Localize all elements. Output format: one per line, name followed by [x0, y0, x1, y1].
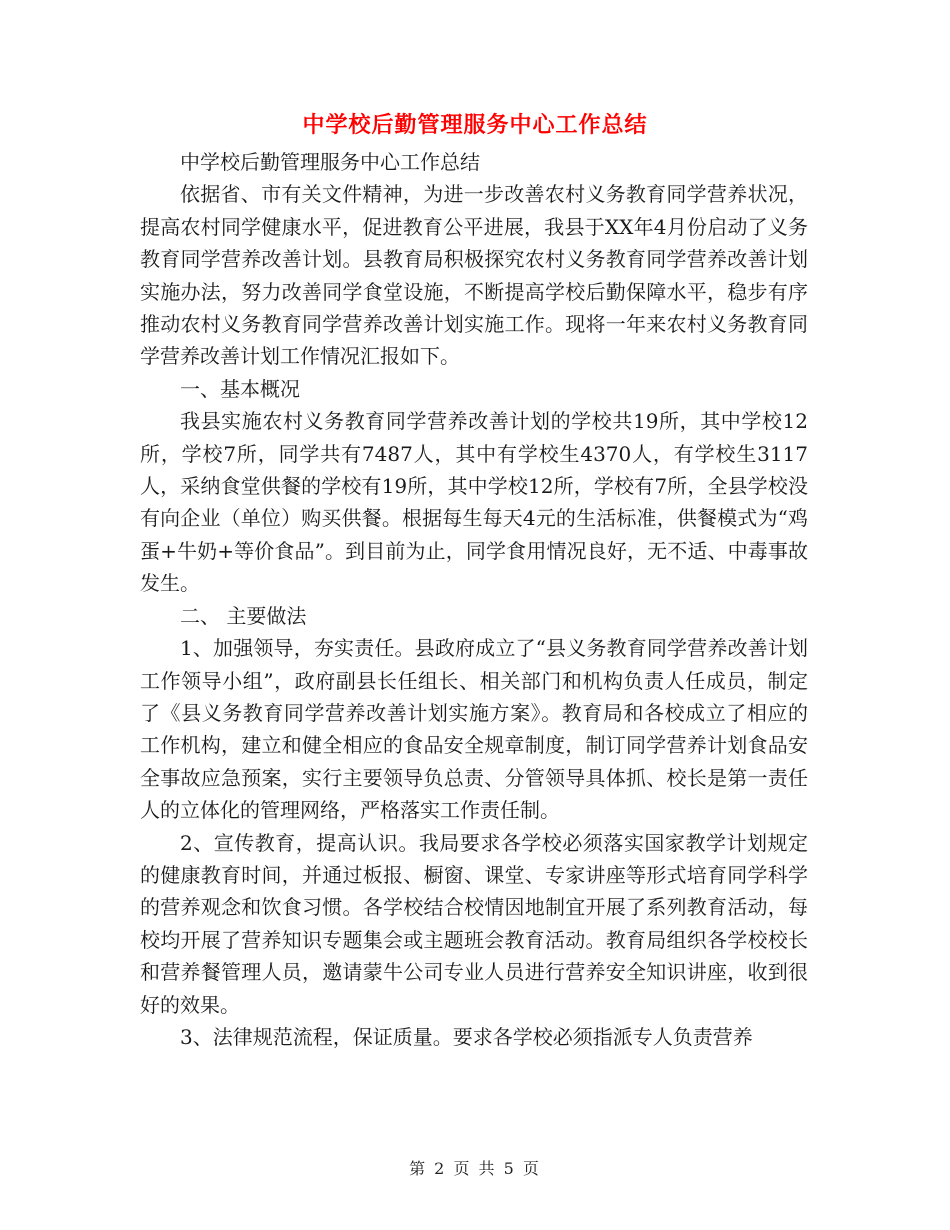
section-heading-practices: 二、 主要做法 — [180, 603, 307, 628]
paragraph-practice-3: 3、法律规范流程，保证质量。要求各学校必须指派专人负责营养 — [180, 1024, 753, 1049]
paragraph-practice-2: 2、宣传教育，提高认识。我局要求各学校必须落实国家教学计划规定的健康教育时间，并通过板报、橱窗、课堂、专家讲座等形式培育同学科学的营养观念和饮食习惯。各学校结合校情因地制宜开展了系列教育活动，每校均开展了营养知识专题集会或主题班会教育活动。教育局组织各学校校长和营养餐管理人员，邀请蒙牛公司专业人员进行营养安全知识讲座，收到很好的效果。 — [140, 830, 808, 1017]
paragraph-practice-1: 1、加强领导，夯实责任。县政府成立了“县义务教育同学营养改善计划工作领导小组”，政府副县长任组长、相关部门和机构负责人任成员，制定了《县义务教育同学营养改善计划实施方案》。教育局和各校成立了相应的工作机构，建立和健全相应的食品安全规章制度，制订同学营养计划食品安全事故应急预案，实行主要领导负总责、分管领导具体抓、校长是第一责任人的立体化的管理网络，严格落实工作责任制。 — [140, 636, 808, 823]
document-body — [140, 146, 808, 1053]
paragraph-intro: 依据省、市有关文件精神，为进一步改善农村义务教育同学营养状况，提高农村同学健康水平，促进教育公平进展，我县于XX年4月份启动了义务教育同学营养改善计划。县教育局积极探究农村义务教育同学营养改善计划实施办法，努力改善同学食堂设施，不断提高学校后勤保障水平，稳步有序推动农村义务教育同学营养改善计划实施工作。现将一年来农村义务教育同学营养改善计划工作情况汇报如下。 — [140, 182, 808, 369]
section-heading-overview: 一、基本概况 — [180, 376, 300, 401]
document-title: 中学校后勤管理服务中心工作总结 — [302, 113, 648, 138]
page-number-footer: 第 2 页 共 5 页 — [409, 1159, 541, 1178]
paragraph-overview: 我县实施农村义务教育同学营养改善计划的学校共19所，其中学校12所，学校7所，同学共有7487人，其中有学校生4370人，有学校生3117人，采纳食堂供餐的学校有19所，其中学校12所，学校有7所，全县学校没有向企业（单位）购买供餐。根据每生每天4元的生活标准，供餐模式为“鸡蛋+牛奶+等价食品”。到目前为止，同学食用情况良好，无不适、中毒事故发生。 — [140, 409, 808, 596]
paragraph-subtitle: 中学校后勤管理服务中心工作总结 — [180, 150, 480, 174]
